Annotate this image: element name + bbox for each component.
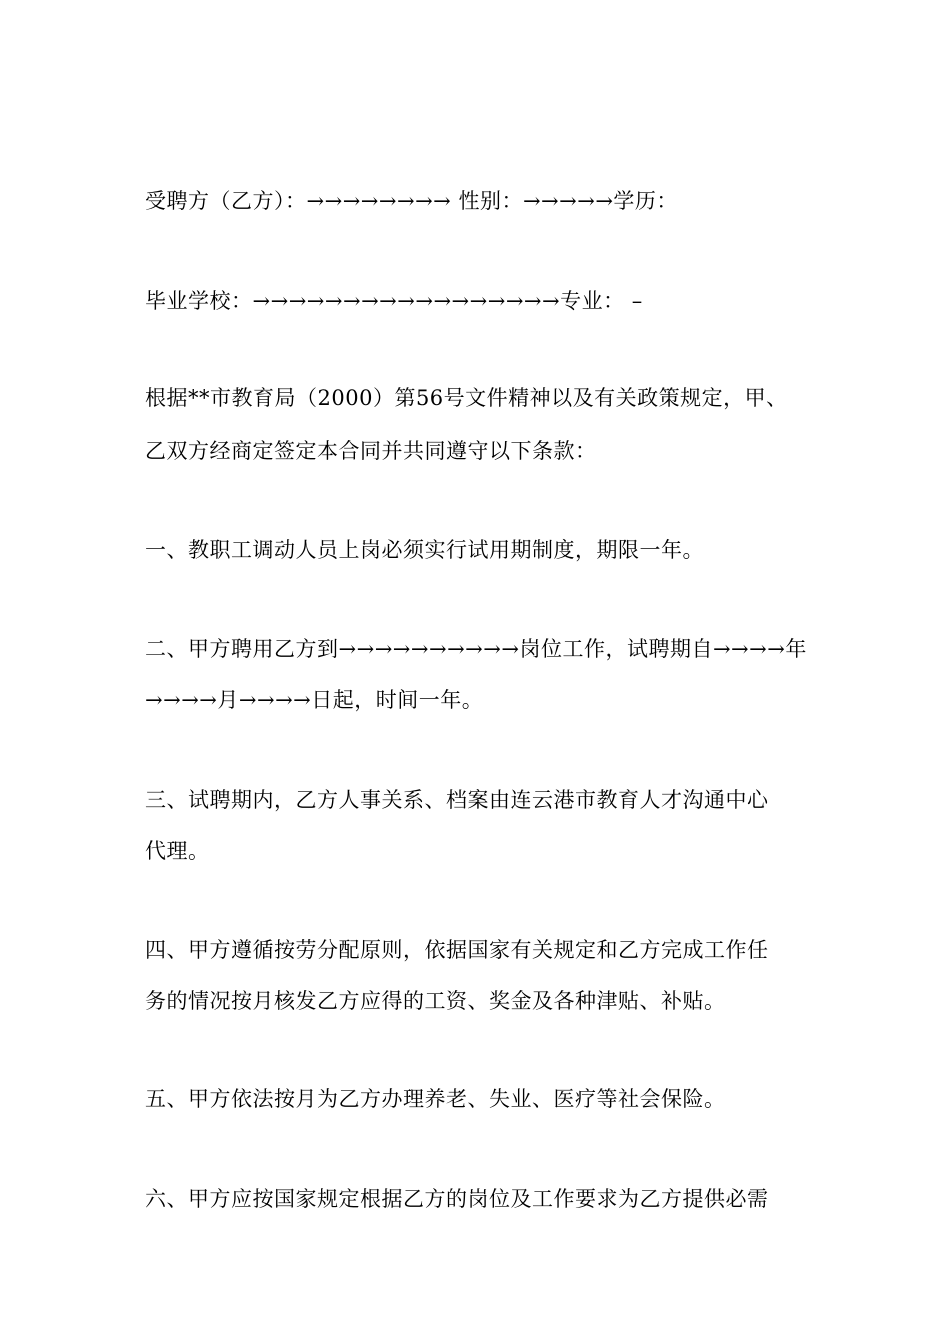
preamble-line-2: 乙双方经商定签定本合同并共同遵守以下条款： [145,439,597,463]
clause-2-line-1: 二、甲方聘用乙方到→→→→→→→→→→岗位工作，试聘期自→→→→年 [145,637,807,661]
clause-5: 五、甲方依法按月为乙方办理养老、失业、医疗等社会保险。 [145,1087,726,1111]
clause-6-line-1: 六、甲方应按国家规定根据乙方的岗位及工作要求为乙方提供必需 [145,1187,769,1211]
clause-3-line-2: 代理。 [145,839,210,863]
clause-1: 一、教职工调动人员上岗必须实行试用期制度，期限一年。 [145,538,704,562]
clause-4-line-1: 四、甲方遵循按劳分配原则，依据国家有关规定和乙方完成工作任 [145,938,769,962]
clause-2-line-2: →→→→月→→→→日起，时间一年。 [145,688,484,712]
clause-3-line-1: 三、试聘期内，乙方人事关系、档案由连云港市教育人才沟通中心 [145,788,769,812]
school-major-line: 毕业学校：→→→→→→→→→→→→→→→→→专业： – [145,289,643,313]
employee-info-line: 受聘方（乙方）：→→→→→→→→ 性别：→→→→→学历： [145,189,678,213]
clause-4-line-2: 务的情况按月核发乙方应得的工资、奖金及各种津贴、补贴。 [145,989,726,1013]
preamble-line-1: 根据**市教育局（2000）第56号文件精神以及有关政策规定，甲、 [145,386,788,410]
